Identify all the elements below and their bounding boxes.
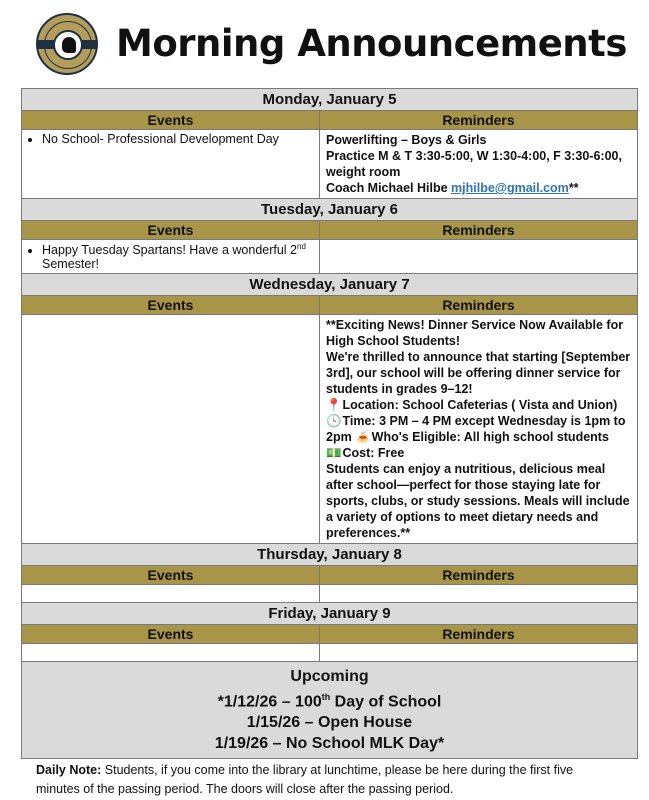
reminders-cell — [320, 315, 638, 544]
page-title: Morning Announcements — [116, 22, 627, 65]
reminder-line: Students can enjoy a nutritious, delicious meal after school—perfect for those staying late for sports, clubs, or study sessions. Meals will include a variety of options to meet dietary needs and preferences.** — [326, 462, 630, 541]
upcoming-title: Upcoming — [290, 668, 369, 686]
day-header: Tuesday, January 6 — [22, 199, 638, 221]
events-cell — [22, 240, 320, 274]
daily-note — [36, 761, 616, 799]
events-header: Events — [22, 111, 320, 130]
reminders-header: Reminders — [320, 625, 638, 644]
clock-icon: 🕓 — [326, 414, 342, 429]
food-icon: 🍝 — [355, 430, 371, 445]
upcoming-item: 1/19/26 – No School MLK Day* — [214, 735, 445, 753]
event-text: Happy Tuesday Spartans! Have a wonderful 2 — [42, 243, 298, 258]
reminder-line: Powerlifting – Boys & Girls — [326, 133, 487, 147]
pin-icon: 📍 — [326, 398, 342, 413]
reminders-cell — [320, 240, 638, 274]
reminders-cell — [320, 585, 638, 603]
event-sup: nd — [297, 242, 306, 251]
events-cell — [22, 315, 320, 544]
spartan-helmet-icon — [62, 37, 76, 53]
reminders-cell — [320, 644, 638, 662]
reminder-line: We're thrilled to announce that starting [September 3rd], our school will be offering dinner service for students in grades 9–12! — [326, 350, 631, 397]
location-text: Location: School Cafeterias ( Vista and Union) — [342, 398, 618, 413]
reminder-line: **Exciting News! Dinner Service Now Available for High School Students! — [326, 318, 624, 349]
events-cell — [22, 130, 320, 199]
coach-line — [326, 180, 631, 196]
upcoming-item: 1/15/26 – Open House — [246, 714, 413, 732]
events-header: Events — [22, 625, 320, 644]
cost-line — [326, 445, 631, 461]
upcoming-sup: th — [321, 692, 331, 703]
note-text: Students, if you come into the library at lunchtime, please be here during the first five minutes of the passing period. The doors will close after the passing period. — [36, 763, 574, 797]
eligible-text: Who's Eligible: All high school students — [371, 430, 609, 445]
event-text: Semester! — [42, 257, 99, 272]
upcoming-text: Day of School — [330, 693, 442, 711]
event-item: • No School- Professional Development Day — [42, 132, 313, 146]
events-header: Events — [22, 296, 320, 315]
upcoming-item — [26, 687, 633, 712]
page-content — [21, 88, 638, 799]
events-header: Events — [22, 566, 320, 585]
reminder-line: Practice M & T 3:30-5:00, W 1:30-4:00, F 3:30-6:00, weight room — [326, 149, 622, 179]
upcoming-text: *1/12/26 – 100 — [217, 693, 322, 711]
day-header: Friday, January 9 — [22, 603, 638, 625]
events-header: Events — [22, 221, 320, 240]
upcoming-section — [22, 662, 638, 759]
email-link[interactable]: mjhilbe@gmail.com — [451, 181, 569, 195]
school-logo — [36, 13, 98, 75]
coach-end: ** — [568, 181, 579, 195]
time-line — [326, 413, 631, 445]
events-cell — [22, 644, 320, 662]
cost-text: Cost: Free — [342, 446, 405, 461]
event-item — [42, 242, 313, 271]
reminders-header: Reminders — [320, 566, 638, 585]
note-label: Daily Note: — [36, 763, 102, 778]
location-line — [326, 397, 631, 413]
coach-name: Coach Michael Hilbe — [326, 181, 452, 195]
time-text: Time: 3 PM – 4 PM except Wednesday is 1pm to 2pm — [326, 414, 626, 445]
day-header: Thursday, January 8 — [22, 544, 638, 566]
money-icon: 💵 — [326, 446, 342, 461]
day-header: Monday, January 5 — [22, 89, 638, 111]
reminders-header: Reminders — [320, 221, 638, 240]
events-cell — [22, 585, 320, 603]
announcements-table — [21, 88, 638, 759]
reminders-header: Reminders — [320, 111, 638, 130]
reminders-cell — [320, 130, 638, 199]
reminders-header: Reminders — [320, 296, 638, 315]
day-header: Wednesday, January 7 — [22, 274, 638, 296]
